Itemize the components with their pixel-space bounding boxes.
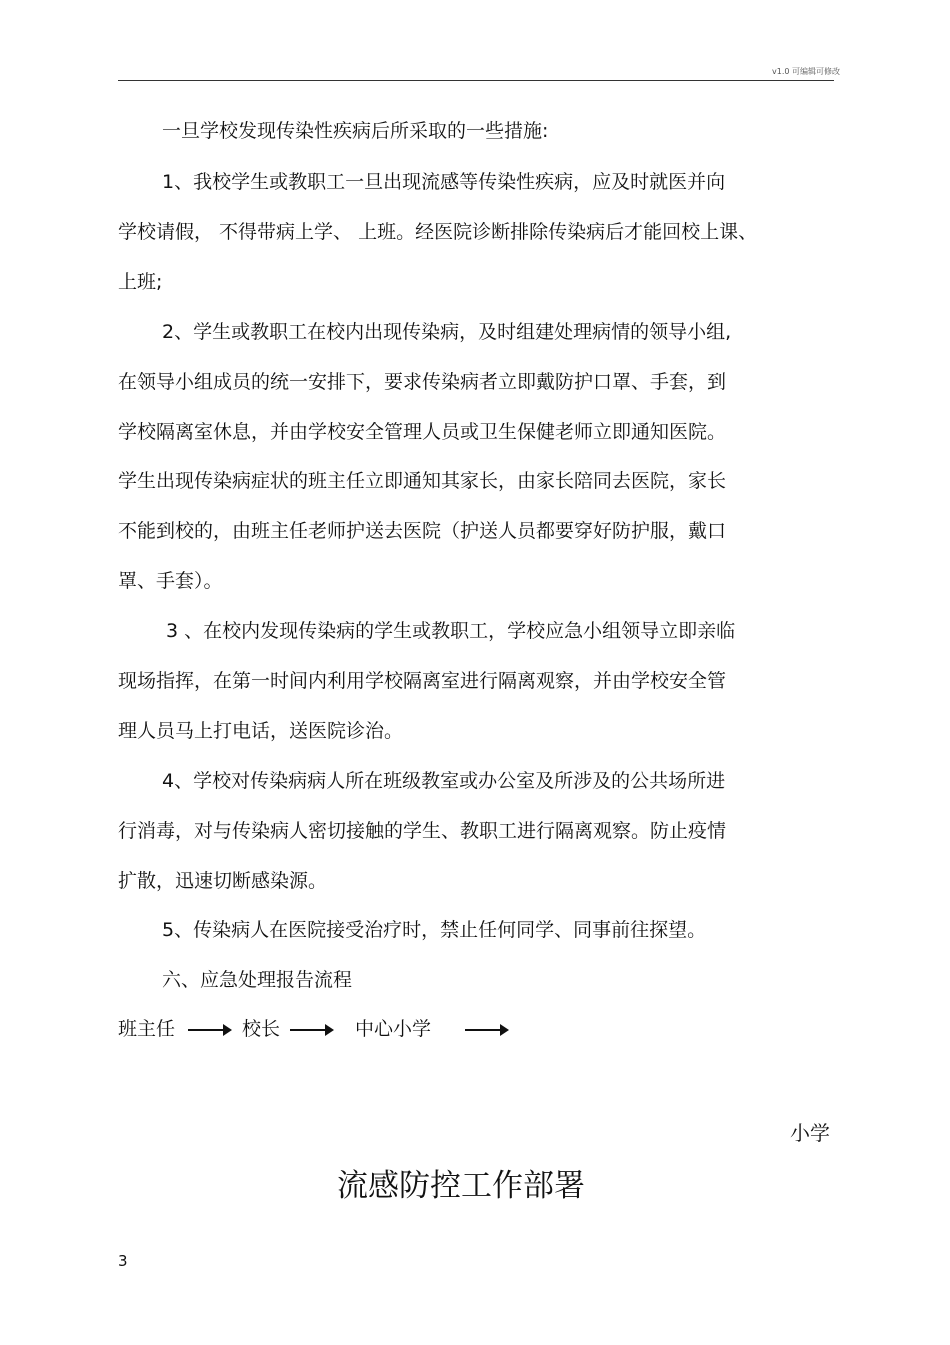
version-note: v1.0 可编辑可修改 [772,67,840,76]
item2-line1: 2、学生或教职工在校内出现传染病，及时组建处理病情的领导小组, [162,321,732,343]
item2-line6: 罩、手套）。 [118,570,223,592]
item3-line2: 现场指挥，在第一时间内利用学校隔离室进行隔离观察，并由学校安全管 [118,670,727,692]
item5-paragraph: 5、传染病人在医院接受治疗时，禁止任何同学、同事前往探望。 [162,919,707,941]
flow-step-class-teacher: 班主任 [118,1018,176,1040]
item4-line3: 扩散，迅速切断感染源。 [118,870,328,892]
item2-line5: 不能到校的，由班主任老师护送去医院（护送人员都要穿好防护服，戴口 [118,520,727,542]
intro-paragraph: 一旦学校发现传染性疾病后所采取的一些措施: [162,120,549,142]
item1-line2: 学校请假， 不得带病上学、 上班。经医院诊断排除传染病后才能回校上课、 [118,221,758,243]
item2-line4: 学生出现传染病症状的班主任立即通知其家长，由家长陪同去医院，家长 [118,470,727,492]
flow-step-principal: 校长 [242,1018,281,1040]
item2-line2: 在领导小组成员的统一安排下，要求传染病者立即戴防护口罩、手套，到 [118,371,727,393]
item2-line3: 学校隔离室休息，并由学校安全管理人员或卫生保健老师立即通知医院。 [118,421,727,443]
page-number: 3 [118,1252,128,1270]
arrow-right-icon [188,1029,230,1031]
arrow-right-icon [465,1029,507,1031]
section6-heading: 六、应急处理报告流程 [162,969,353,991]
item1-line1: 1、我校学生或教职工一旦出现流感等传染性疾病，应及时就医并向 [162,171,726,193]
item3-line1: 3 、在校内发现传染病的学生或教职工，学校应急小组领导立即亲临 [166,620,736,642]
item1-line3: 上班; [118,271,163,293]
flow-step-central-school: 中心小学 [355,1018,432,1040]
header-divider [118,80,834,81]
document-title: 流感防控工作部署 [337,1168,585,1204]
arrow-right-icon [290,1029,332,1031]
item3-line3: 理人员马上打电话，送医院诊治。 [118,720,404,742]
school-label: 小学 [790,1121,830,1145]
item4-line1: 4、学校对传染病病人所在班级教室或办公室及所涉及的公共场所进 [162,770,726,792]
item4-line2: 行消毒，对与传染病人密切接触的学生、教职工进行隔离观察。防止疫情 [118,820,727,842]
